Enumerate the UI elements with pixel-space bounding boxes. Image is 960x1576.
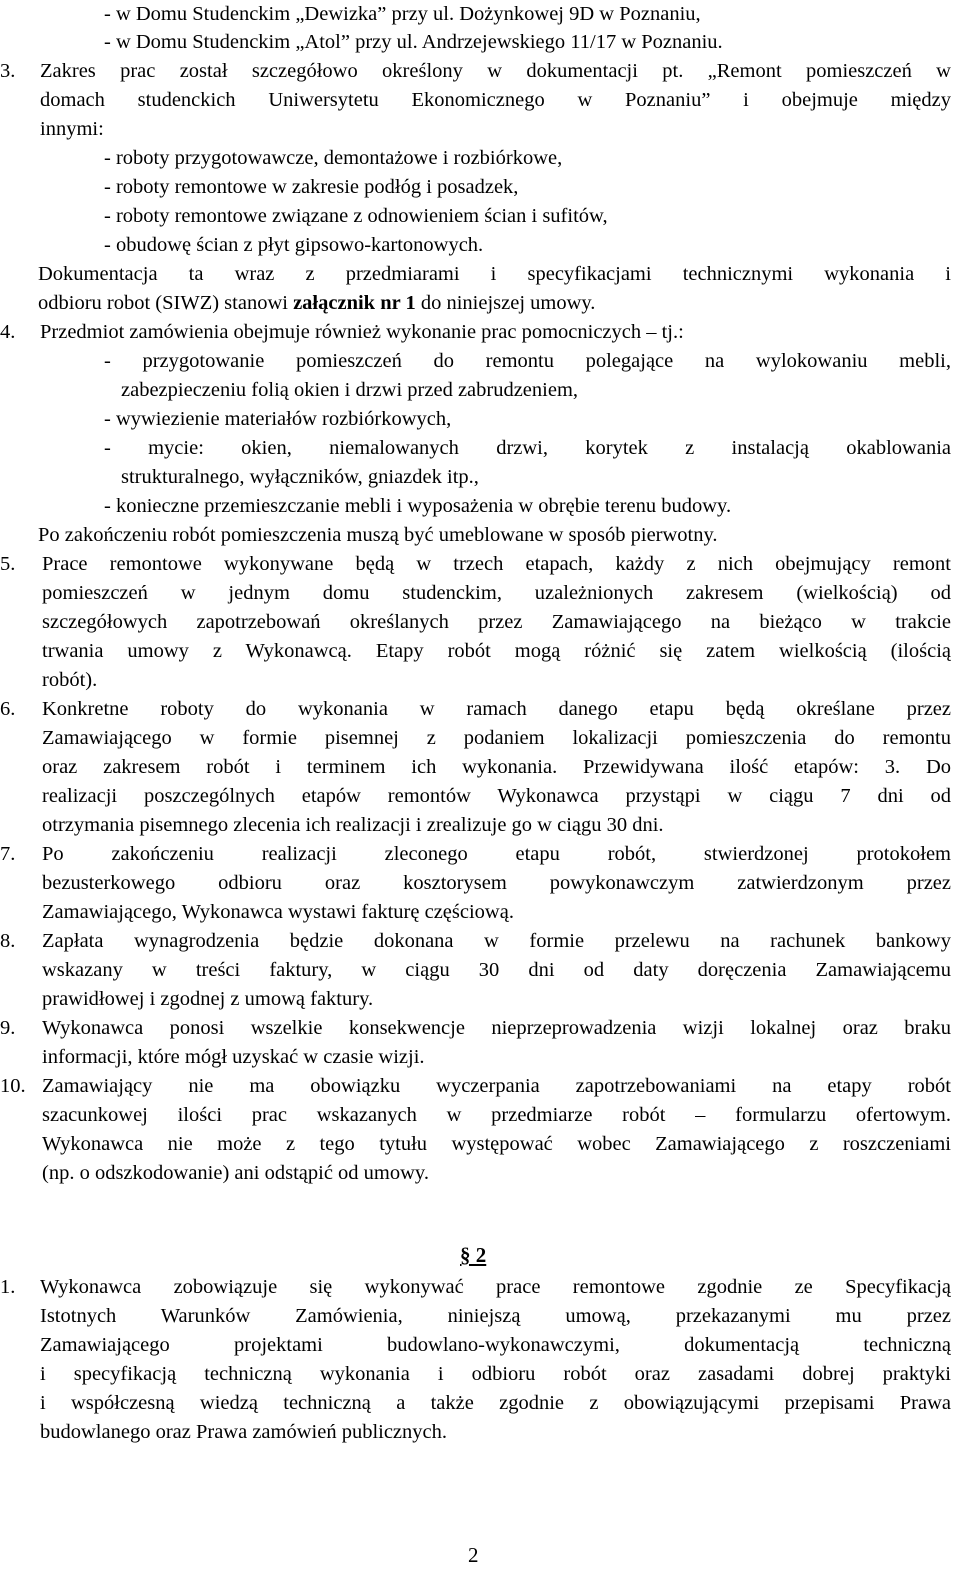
text-run: odbioru robot (SIWZ) stanowi — [38, 292, 294, 314]
paragraph-line: trwania umowy z Wykonawcą. Etapy robót mogą różnić się zatem wielkością (ilością — [42, 640, 951, 662]
list-item: - roboty przygotowawcze, demontażowe i rozbiórkowe, — [104, 147, 563, 169]
paragraph-number: 10. — [0, 1075, 26, 1097]
list-item: - roboty remontowe w zakresie podłóg i posadzek, — [104, 176, 519, 198]
list-item: - roboty remontowe związane z odnowieniem ścian i sufitów, — [104, 205, 608, 227]
list-item-continuation: strukturalnego, wyłączników, gniazdek itp., — [121, 466, 479, 488]
paragraph-line: domach studenckich Uniwersytetu Ekonomicznego w Poznaniu” i obejmuje między — [40, 89, 951, 111]
list-item: - konieczne przemieszczanie mebli i wyposażenia w obrębie terenu budowy. — [104, 495, 732, 517]
paragraph-line: Zamawiający nie ma obowiązku wyczerpania zapotrzebowaniami na etapy robót — [42, 1075, 951, 1097]
paragraph-line: Zamawiającego w formie pisemnej z podaniem lokalizacji pomieszczenia do remontu — [42, 727, 951, 749]
paragraph-line: budowlanego oraz Prawa zamówień publicznych. — [40, 1421, 448, 1443]
paragraph-line: oraz zakresem robót i terminem ich wykonania. Przewidywana ilość etapów: 3. Do — [42, 756, 951, 778]
text-run: do niniejszej umowy. — [415, 292, 596, 314]
paragraph-line: Istotnych Warunków Zamówienia, niniejszą umową, przekazanymi mu przez — [40, 1305, 951, 1327]
paragraph-line: Wykonawca zobowiązuje się wykonywać prace remontowe zgodnie ze Specyfikacją — [40, 1276, 951, 1298]
paragraph-line: Wykonawca ponosi wszelkie konsekwencje nieprzeprowadzenia wizji lokalnej oraz braku — [42, 1017, 951, 1039]
page-number: 2 — [468, 1543, 479, 1567]
list-item: - mycie: okien, niemalowanych drzwi, korytek z instalacją okablowania — [104, 437, 951, 459]
paragraph-line: informacji, które mógł uzyskać w czasie wizji. — [42, 1046, 425, 1068]
paragraph-number: 8. — [0, 930, 16, 952]
paragraph-line: wskazany w treści faktury, w ciągu 30 dni od daty doręczenia Zamawiającemu — [42, 959, 951, 981]
attachment-reference: załącznik nr 1 — [293, 292, 416, 314]
paragraph-line: szczegółowych zapotrzebowań określanych przez Zamawiającego na bieżąco w trakcie — [42, 611, 951, 633]
section-heading: § 2 — [460, 1243, 487, 1267]
paragraph-line: Zapłata wynagrodzenia będzie dokonana w formie przelewu na rachunek bankowy — [42, 930, 951, 952]
paragraph-number: 6. — [0, 698, 16, 720]
paragraph-number: 9. — [0, 1017, 16, 1039]
paragraph-line: Zamawiającego, Wykonawca wystawi fakturę częściową. — [42, 901, 514, 923]
paragraph-line: (np. o odszkodowanie) ani odstąpić od umowy. — [42, 1162, 429, 1184]
paragraph-line: szacunkowej ilości prac wskazanych w przedmiarze robót – formularzu ofertowym. — [42, 1104, 951, 1126]
paragraph-line: otrzymania pisemnego zlecenia ich realizacji i zrealizuje go w ciągu 30 dni. — [42, 814, 664, 836]
paragraph-line: Zakres prac został szczegółowo określony w dokumentacji pt. „Remont pomieszczeń w — [40, 60, 951, 82]
paragraph-line: i specyfikacją techniczną wykonania i odbioru robót oraz zasadami dobrej praktyki — [40, 1363, 951, 1385]
paragraph-line: Konkretne roboty do wykonania w ramach danego etapu będą określane przez — [42, 698, 951, 720]
paragraph-line: bezusterkowego odbioru oraz kosztorysem powykonawczym zatwierdzonym przez — [42, 872, 951, 894]
paragraph-line — [38, 289, 595, 318]
paragraph-line: realizacji poszczególnych etapów remontów Wykonawca przystąpi w ciągu 7 dni od — [42, 785, 951, 807]
paragraph-line: pomieszczeń w jednym domu studenckim, uzależnionych zakresem (wielkością) od — [42, 582, 951, 604]
paragraph-line: i współczesną wiedzą techniczną a także zgodnie z obowiązującymi przepisami Prawa — [40, 1392, 951, 1414]
paragraph-line: Przedmiot zamówienia obejmuje również wykonanie prac pomocniczych – tj.: — [40, 321, 684, 343]
paragraph-line: Po zakończeniu robót pomieszczenia muszą być umeblowane w sposób pierwotny. — [38, 524, 718, 546]
list-item: - w Domu Studenckim „Dewizka” przy ul. Dożynkowej 9D w Poznaniu, — [104, 3, 701, 25]
paragraph-number: 7. — [0, 843, 16, 865]
paragraph-line: Dokumentacja ta wraz z przedmiarami i specyfikacjami technicznymi wykonania i — [38, 263, 951, 285]
paragraph-number: 1. — [0, 1276, 16, 1298]
list-item: - obudowę ścian z płyt gipsowo-kartonowych. — [104, 234, 484, 256]
paragraph-line: Wykonawca nie może z tego tytułu występować wobec Zamawiającego z roszczeniami — [42, 1133, 951, 1155]
paragraph-line: Prace remontowe wykonywane będą w trzech etapach, każdy z nich obejmujący remont — [42, 553, 951, 575]
paragraph-number: 5. — [0, 553, 16, 575]
list-item: - wywiezienie materiałów rozbiórkowych, — [104, 408, 452, 430]
list-item: - przygotowanie pomieszczeń do remontu polegające na wylokowaniu mebli, — [104, 350, 951, 372]
paragraph-line: innymi: — [40, 118, 104, 140]
list-item-continuation: zabezpieczeniu folią okien i drzwi przed zabrudzeniem, — [121, 379, 579, 401]
paragraph-line: prawidłowej i zgodnej z umową faktury. — [42, 988, 374, 1010]
paragraph-number: 3. — [0, 60, 16, 82]
paragraph-number: 4. — [0, 321, 16, 343]
paragraph-line: robót). — [42, 669, 98, 691]
paragraph-line: Zamawiającego projektami budowlano-wykonawczymi, dokumentacją techniczną — [40, 1334, 951, 1356]
paragraph-line: Po zakończeniu realizacji zleconego etapu robót, stwierdzonej protokołem — [42, 843, 951, 865]
list-item: - w Domu Studenckim „Atol” przy ul. Andrzejewskiego 11/17 w Poznaniu. — [104, 31, 723, 53]
